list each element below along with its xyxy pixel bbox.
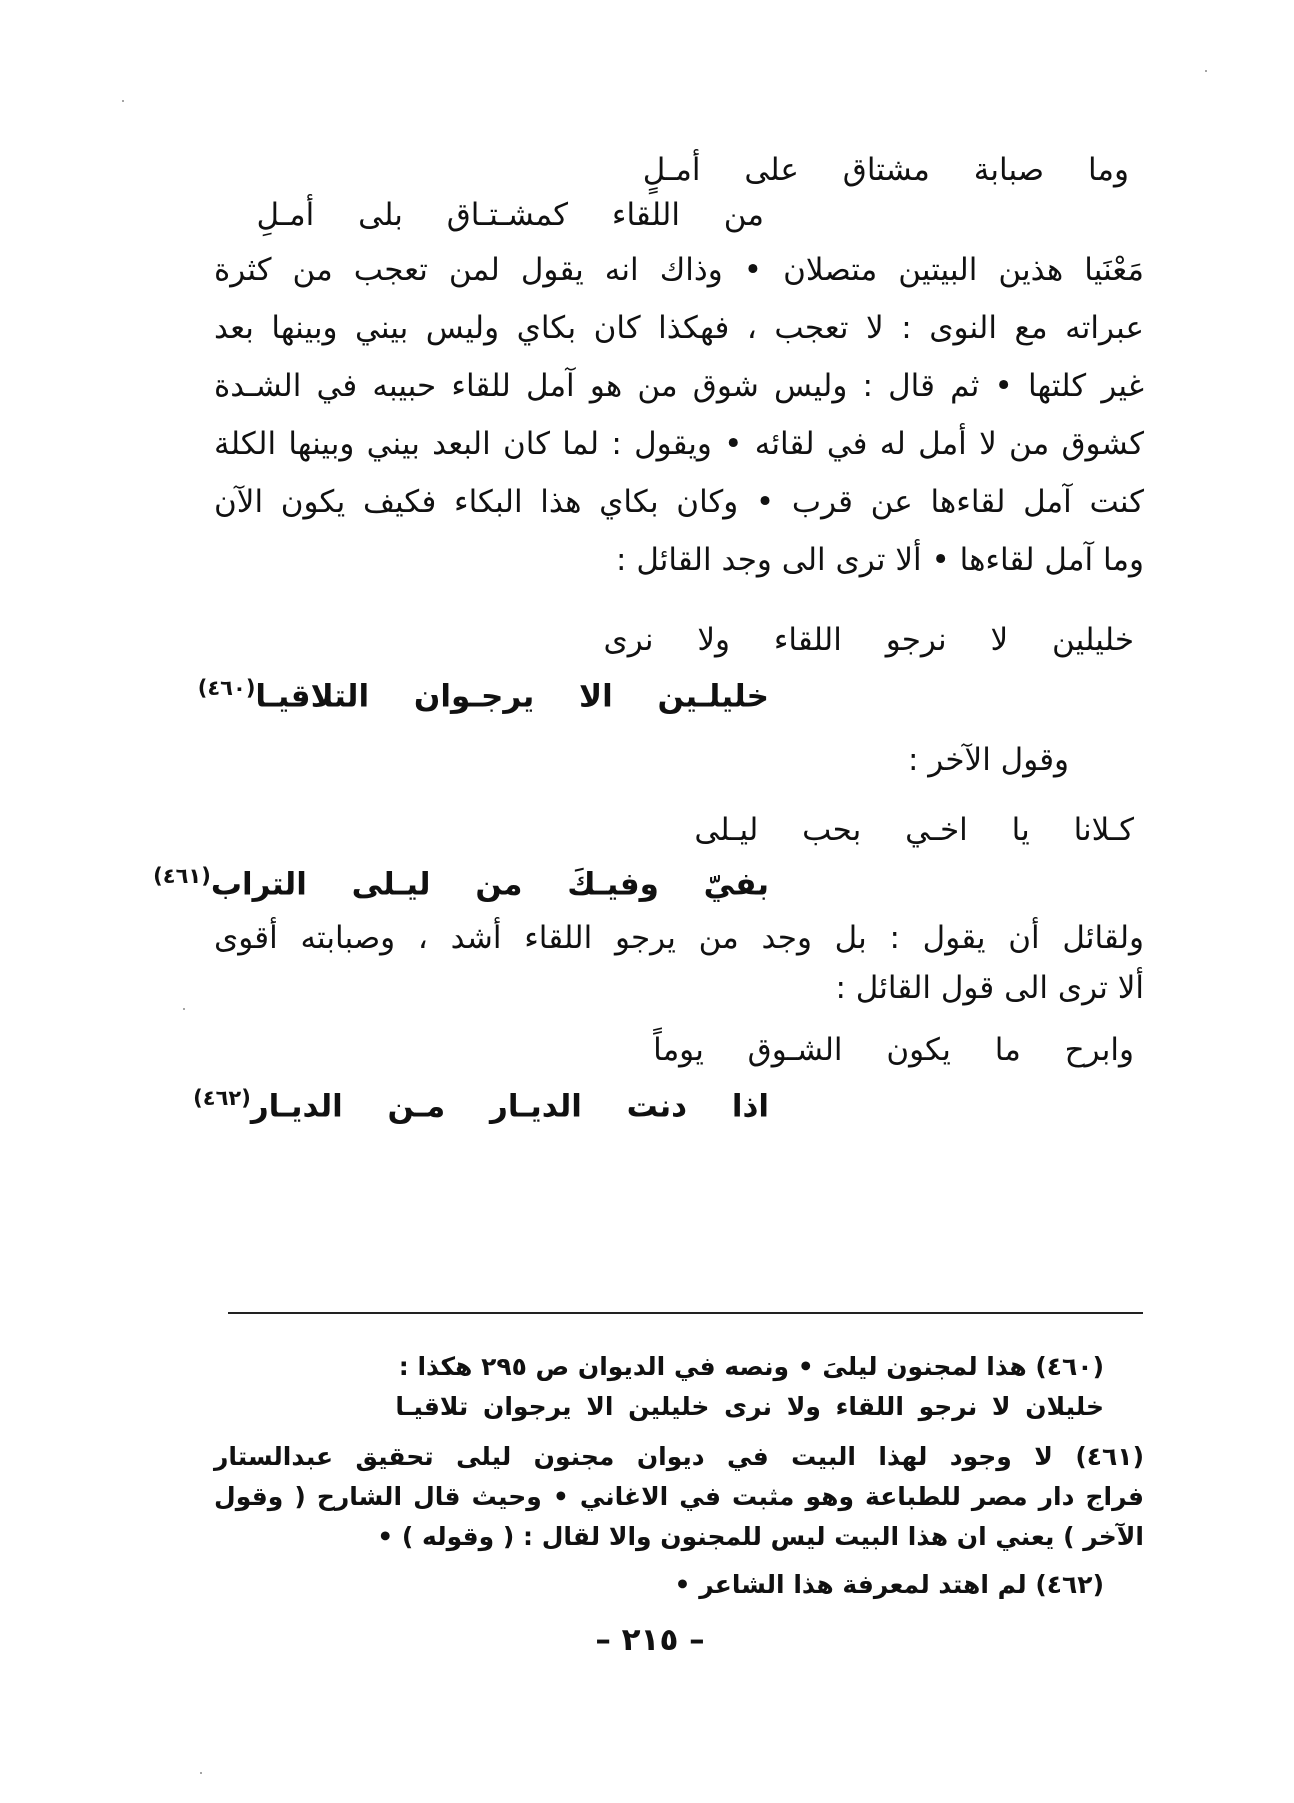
verse-4-first-hemistich: وابرح ما يكون الشـوق يوماً [653,1032,1134,1068]
prose-3-line-1: ولقائل أن يقول : بل وجد من يرجو اللقاء أشد ، وصبابته أقوى [214,920,1144,956]
verse-3-second-hemistich-text: بفيّ وفيـكَ من ليـلى التراب [210,866,769,903]
scan-speck [1205,70,1207,72]
footnote-ref-462: (٤٦٢) [193,1086,251,1110]
footnote-460-line-2: خليلان لا نرجو اللقاء ولا نرى خليلين الا يرجوان تلاقيـا [395,1392,1104,1421]
verse-2-second-hemistich [194,668,769,716]
footnote-ref-461: (٤٦١) [153,864,211,888]
footnote-460-line-1: (٤٦٠) هذا لمجنون ليلىَ • ونصه في الديوان ص ٢٩٥ هكذا : [398,1352,1104,1381]
footnote-461-line-2: فراج دار مصر للطباعة وهو مثبت في الاغاني • وحيث قال الشارح ( وقول [214,1482,1144,1511]
scan-speck [200,1772,202,1774]
verse-4-second-hemistich-text: اذا دنت الديـار مـن الديـار [250,1088,769,1125]
prose-1-line-1: مَعْنَيا هذين البيتين متصلان • وذاك انه يقول لمن تعجب من كثرة [214,252,1144,288]
footnote-461-line-1: (٤٦١) لا وجود لهذا البيت في ديوان مجنون ليلى تحقيق عبدالستار [214,1442,1144,1471]
prose-3-line-2: ألا ترى الى قول القائل : [835,970,1144,1006]
verse-3-first-hemistich: كـلانا يا اخـي بحب ليـلى [694,812,1134,848]
verse-1-first-hemistich: وما صبابة مشتاق على أمـلٍ [642,152,1129,188]
scan-speck [183,1008,185,1010]
footnote-462-line-1: (٤٦٢) لم اهتد لمعرفة هذا الشاعر • [674,1570,1104,1599]
scan-speck [122,100,124,102]
prose-1-line-6: وما آمل لقاءها • ألا ترى الى وجد القائل : [616,542,1144,578]
prose-1-line-2: عبراته مع النوى : لا تعجب ، فهكذا كان بكاي وليس بيني وبينها بعد [214,310,1144,346]
verse-3-second-hemistich [149,856,769,904]
page-number: – ٢١٥ – [595,1622,705,1658]
prose-1-line-5: كنت آمل لقاءها عن قرب • وكان بكاي هذا البكاء فكيف يكون الآن [214,484,1144,520]
prose-1-line-4: كشوق من لا أمل له في لقائه • ويقول : لما كان البعد بيني وبينها الكلة [214,426,1144,462]
verse-2-first-hemistich: خليلين لا نرجو اللقاء ولا نرى [603,622,1134,658]
footnote-separator [228,1312,1143,1314]
verse-4-second-hemistich [189,1078,769,1126]
footnote-461-line-3: الآخر ) يعني ان هذا البيت ليس للمجنون والا لقال : ( وقوله ) • [377,1522,1144,1551]
prose-1-line-3: غير كلتها • ثم قال : وليس شوق من هو آمل للقاء حبيبه في الشـدة [214,368,1144,404]
footnote-ref-460: (٤٦٠) [197,676,256,700]
verse-1-second-hemistich: من اللقاء كمشـتـاق بلى أمـلِ [256,197,764,233]
prose-2-line: وقول الآخر : [907,742,1069,778]
verse-2-second-hemistich-text: خليلـين الا يرجـوان التلاقيـا [255,678,769,715]
